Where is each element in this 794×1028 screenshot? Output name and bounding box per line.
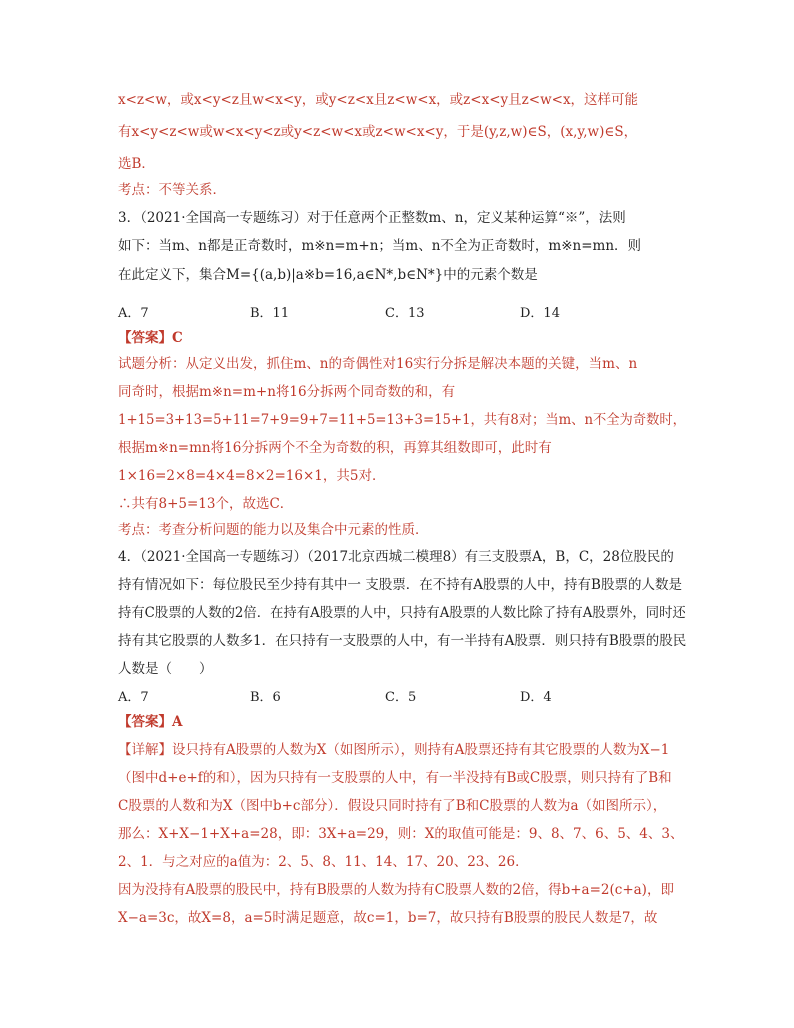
question-4-stem: 持有情况如下：每位股民至少持有其中一 支股票．在不持有A股票的人中，持有B股票的人数是 [118,577,682,593]
solution-line: 选B． [118,156,155,172]
q4-option-d: D．4 [520,690,552,705]
key-point-line: 考点：考查分析问题的能力以及集合中元素的性质． [118,522,429,538]
solution-line: 有x<y<z<w或w<x<y<z或y<z<w<x或z<w<x<y，于是(y,z,w)∈S，(x,y,w)∈S， [118,124,638,140]
q4-option-b: B．6 [250,690,281,705]
answer-label: 【答案】A [118,714,183,730]
solution-line: 根据m※n=mn将16分拆两个不全为奇数的积，再算其组数即可，此时有 [118,440,552,456]
question-4-stem: 4．（2021·全国高一专题练习）（2017北京西城二模理8）有三支股票A，B，C，28位股民的 [118,549,674,565]
q3-option-b: B．11 [250,306,290,321]
solution-line: 1+15=3+13=5+11=7+9=9+7=11+5=13+3=15+1，共有8对；当m、n不全为奇数时， [118,412,686,428]
q3-option-c: C．13 [385,306,425,321]
solution-line: ∴共有8+5=13个，故选C． [118,496,294,512]
solution-line: 【详解】设只持有A股票的人数为X（如图所示），则持有A股票还持有其它股票的人数为X−1 [118,742,670,758]
solution-line: 2、1．与之对应的a值为：2、5、8、11、14、17、20、23、26． [118,854,529,870]
q4-option-a: A．7 [118,690,149,705]
key-point-line: 考点：不等关系． [118,182,226,198]
q3-option-a: A．7 [118,306,149,321]
solution-line: 1×16=2×8=4×4=8×2=16×1，共5对． [118,468,386,484]
answer-label: 【答案】C [118,330,183,346]
question-4-stem: 人数是（ ） [118,661,213,677]
q3-option-d: D．14 [520,306,560,321]
solution-line: 因为没持有A股票的股民中，持有B股票的人数为持有C股票人数的2倍，得b+a=2(c+a)，即 [118,882,674,898]
solution-line: 同奇时，根据m※n=m+n将16分拆两个同奇数的和，有 [118,384,456,400]
question-3-stem: 在此定义下，集合M={(a,b)|a※b=16,a∈N*,b∈N*}中的元素个数是 [118,267,538,283]
solution-line: C股票的人数和为X（图中b+c部分）．假设只同时持有了B和C股票的人数为a（如图所示）， [118,798,667,814]
solution-line: X−a=3c，故X=8，a=5时满足题意，故c=1，b=7，故只持有B股票的股民人数是7，故 [118,910,658,926]
question-3-stem: 如下：当m、n都是正奇数时，m※n=m+n；当m、n不全为正奇数时，m※n=mn．则 [118,238,642,254]
solution-line: （图中d+e+f的和），因为只持有一支股票的人中，有一半没持有B或C股票，则只持有了B和 [118,770,672,786]
solution-line: 试题分析：从定义出发，抓住m、n的奇偶性对16实行分拆是解决本题的关键，当m、n [118,356,638,372]
question-4-stem: 持有C股票的人数的2倍．在持有A股票的人中，只持有A股票的人数比除了持有A股票外，同时还 [118,605,686,621]
solution-line: 那么：X+X−1+X+a=28，即：3X+a=29，则：X的取值可能是：9、8、7、6、5、4、3、 [118,826,684,842]
solution-line: x<z<w，或x<y<z且w<x<y，或y<z<x且z<w<x，或z<x<y且z<w<x，这样可能 [118,92,639,108]
q4-option-c: C．5 [385,690,417,705]
question-4-stem: 持有其它股票的人数多1．在只持有一支股票的人中，有一半持有A股票．则只持有B股票的股民 [118,633,687,649]
question-3-stem: 3．（2021·全国高一专题练习）对于任意两个正整数m、n，定义某种运算“※”，法则 [118,210,626,226]
